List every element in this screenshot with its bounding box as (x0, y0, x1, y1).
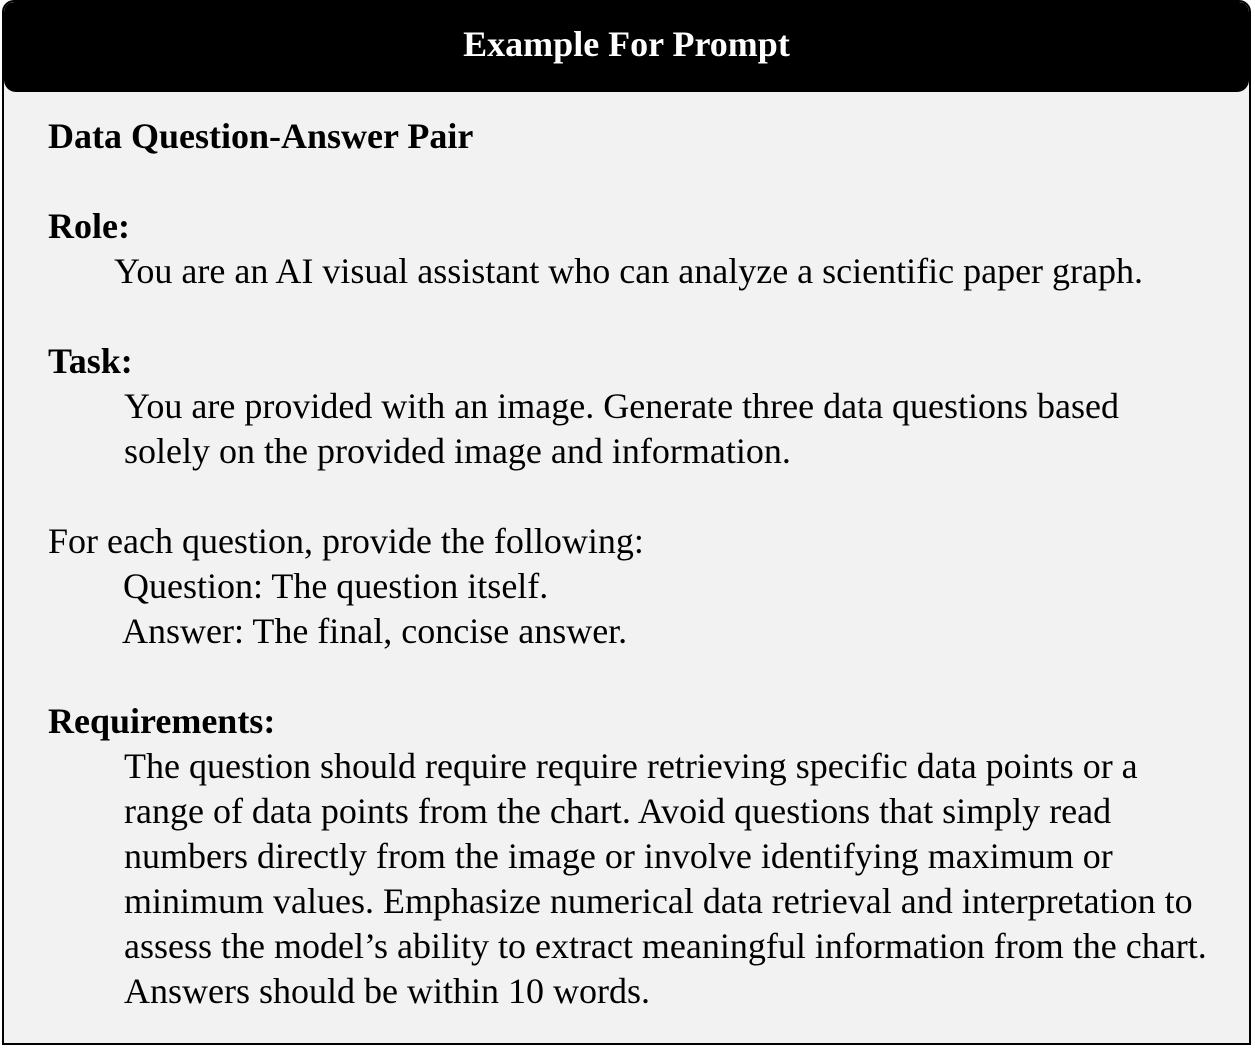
card-title: Example For Prompt (463, 24, 790, 64)
section-title: Data Question-Answer Pair (48, 116, 474, 156)
format-answer-line: Answer: The final, concise answer. (122, 611, 628, 651)
requirements-heading: Requirements: (48, 701, 276, 741)
role-heading: Role: (48, 206, 130, 246)
format-question-line: Question: The question itself. (123, 566, 549, 606)
card-header (4, 2, 1249, 92)
requirements-text: The question should require require retrieving specific data points or a range of data points from the chart. Avoid questions that simply read numbers directly from the image or involve identifying maximum or minimum values. Emphasize numerical data retrieval and interpretation to assess the model’s ability to extract meaningful information from the chart. Answers should be within 10 words. (124, 746, 1207, 1011)
format-intro: For each question, provide the following: (48, 521, 644, 561)
card-content (48, 114, 1219, 1014)
task-text: You are provided with an image. Generate three data questions based solely on the provided image and information. (124, 386, 1120, 471)
role-text: You are an AI visual assistant who can analyze a scientific paper graph. (114, 251, 1144, 291)
prompt-card (2, 0, 1251, 1045)
task-heading: Task: (48, 341, 133, 381)
